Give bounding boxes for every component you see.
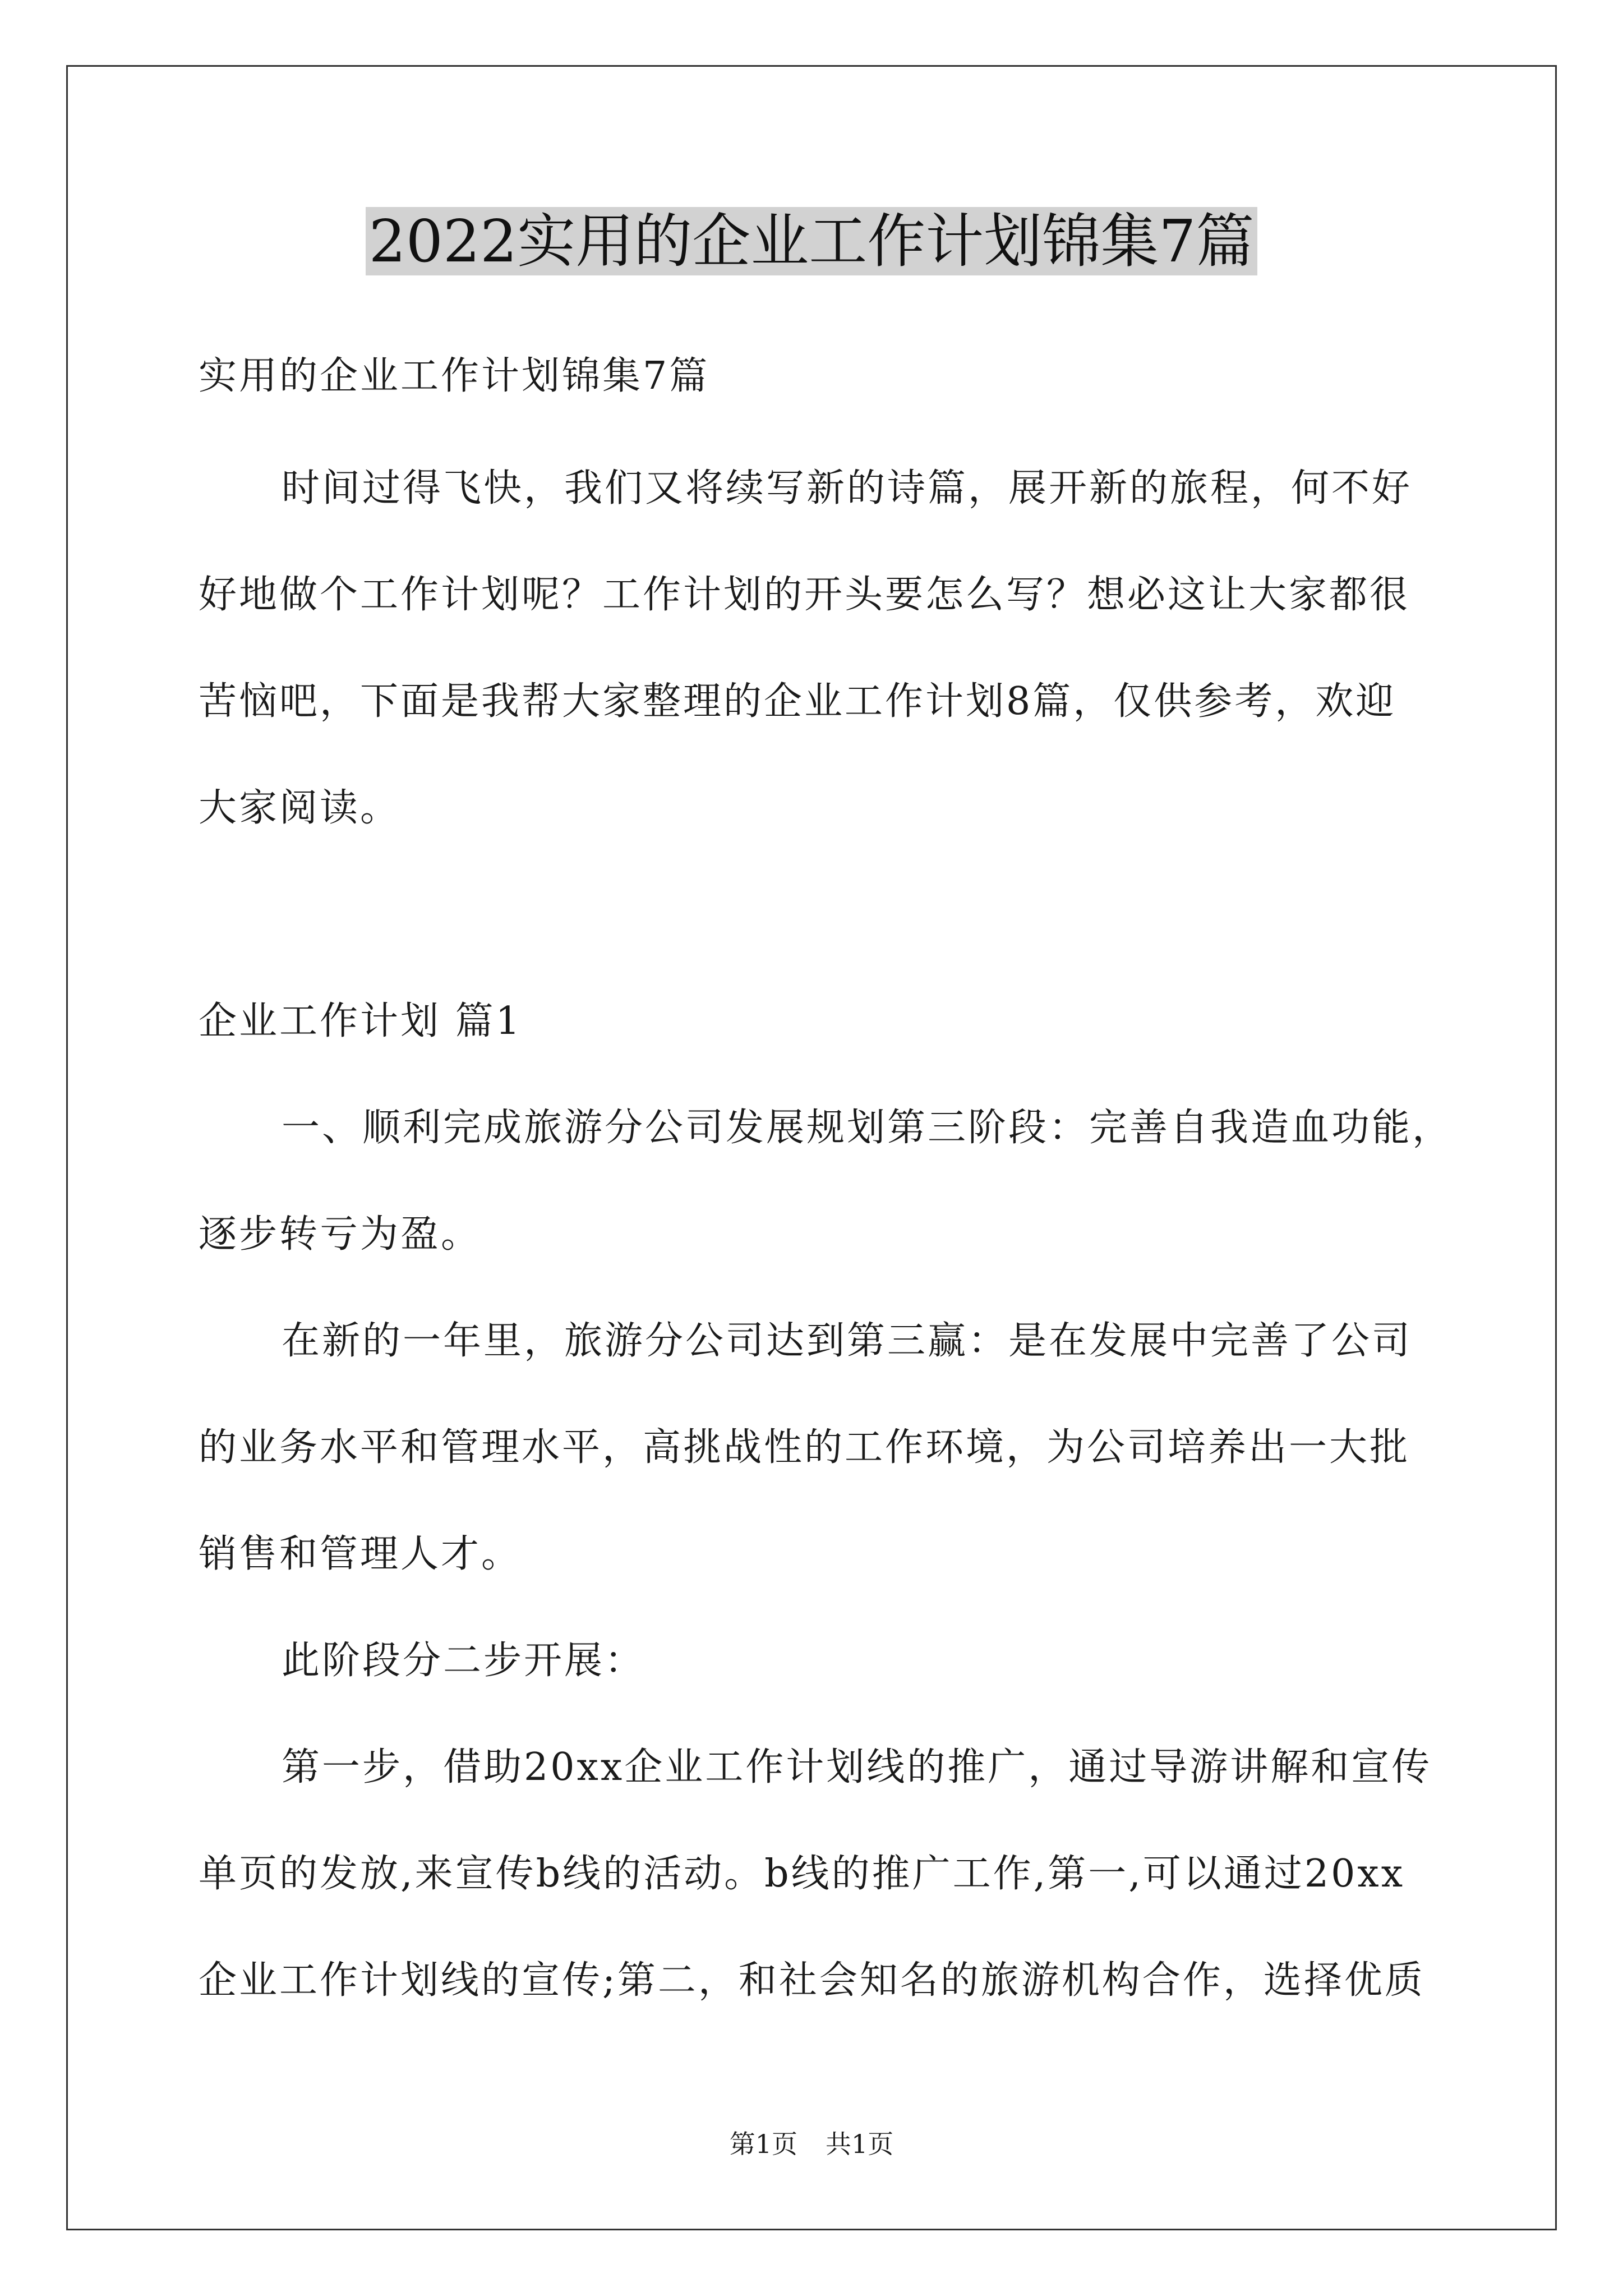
body-line-4: 的业务水平和管理水平，高挑战性的工作环境，为公司培养出一大批: [199, 1425, 1410, 1470]
document-title-text: 2022实用的企业工作计划锦集7篇: [366, 207, 1258, 275]
intro-line-3: 苦恼吧，下面是我帮大家整理的企业工作计划8篇，仅供参考，欢迎: [199, 679, 1396, 724]
body-line-1: 一、顺利完成旅游分公司发展规划第三阶段：完善自我造血功能，: [282, 1106, 1453, 1150]
intro-line-4: 大家阅读。: [199, 786, 401, 830]
body-line-7: 第一步，借助20xx企业工作计划线的推广，通过导游讲解和宣传: [282, 1745, 1432, 1789]
body-line-8: 单页的发放,来宣传b线的活动。b线的推广工作,第一,可以通过20xx: [199, 1852, 1405, 1896]
body-line-3: 在新的一年里，旅游分公司达到第三赢：是在发展中完善了公司: [282, 1319, 1413, 1363]
body-line-5: 销售和管理人才。: [199, 1532, 522, 1576]
section-heading: 企业工作计划 篇1: [199, 999, 522, 1043]
intro-line-1: 时间过得飞快，我们又将续写新的诗篇，展开新的旅程，何不好: [282, 466, 1413, 510]
page-footer: [0, 2127, 1623, 2161]
body-line-9: 企业工作计划线的宣传;第二，和社会知名的旅游机构合作，选择优质: [199, 1958, 1425, 2003]
body-line-2: 逐步转亏为盈。: [199, 1212, 482, 1257]
intro-line-2: 好地做个工作计划呢？工作计划的开头要怎么写？想必这让大家都很: [199, 573, 1410, 617]
document-title: [0, 202, 1623, 280]
page-number-current: 第1页: [729, 2129, 797, 2159]
page-number-total: 共1页: [826, 2129, 894, 2159]
document-subtitle: 实用的企业工作计划锦集7篇: [199, 354, 710, 398]
body-line-6: 此阶段分二步开展：: [282, 1639, 645, 1683]
